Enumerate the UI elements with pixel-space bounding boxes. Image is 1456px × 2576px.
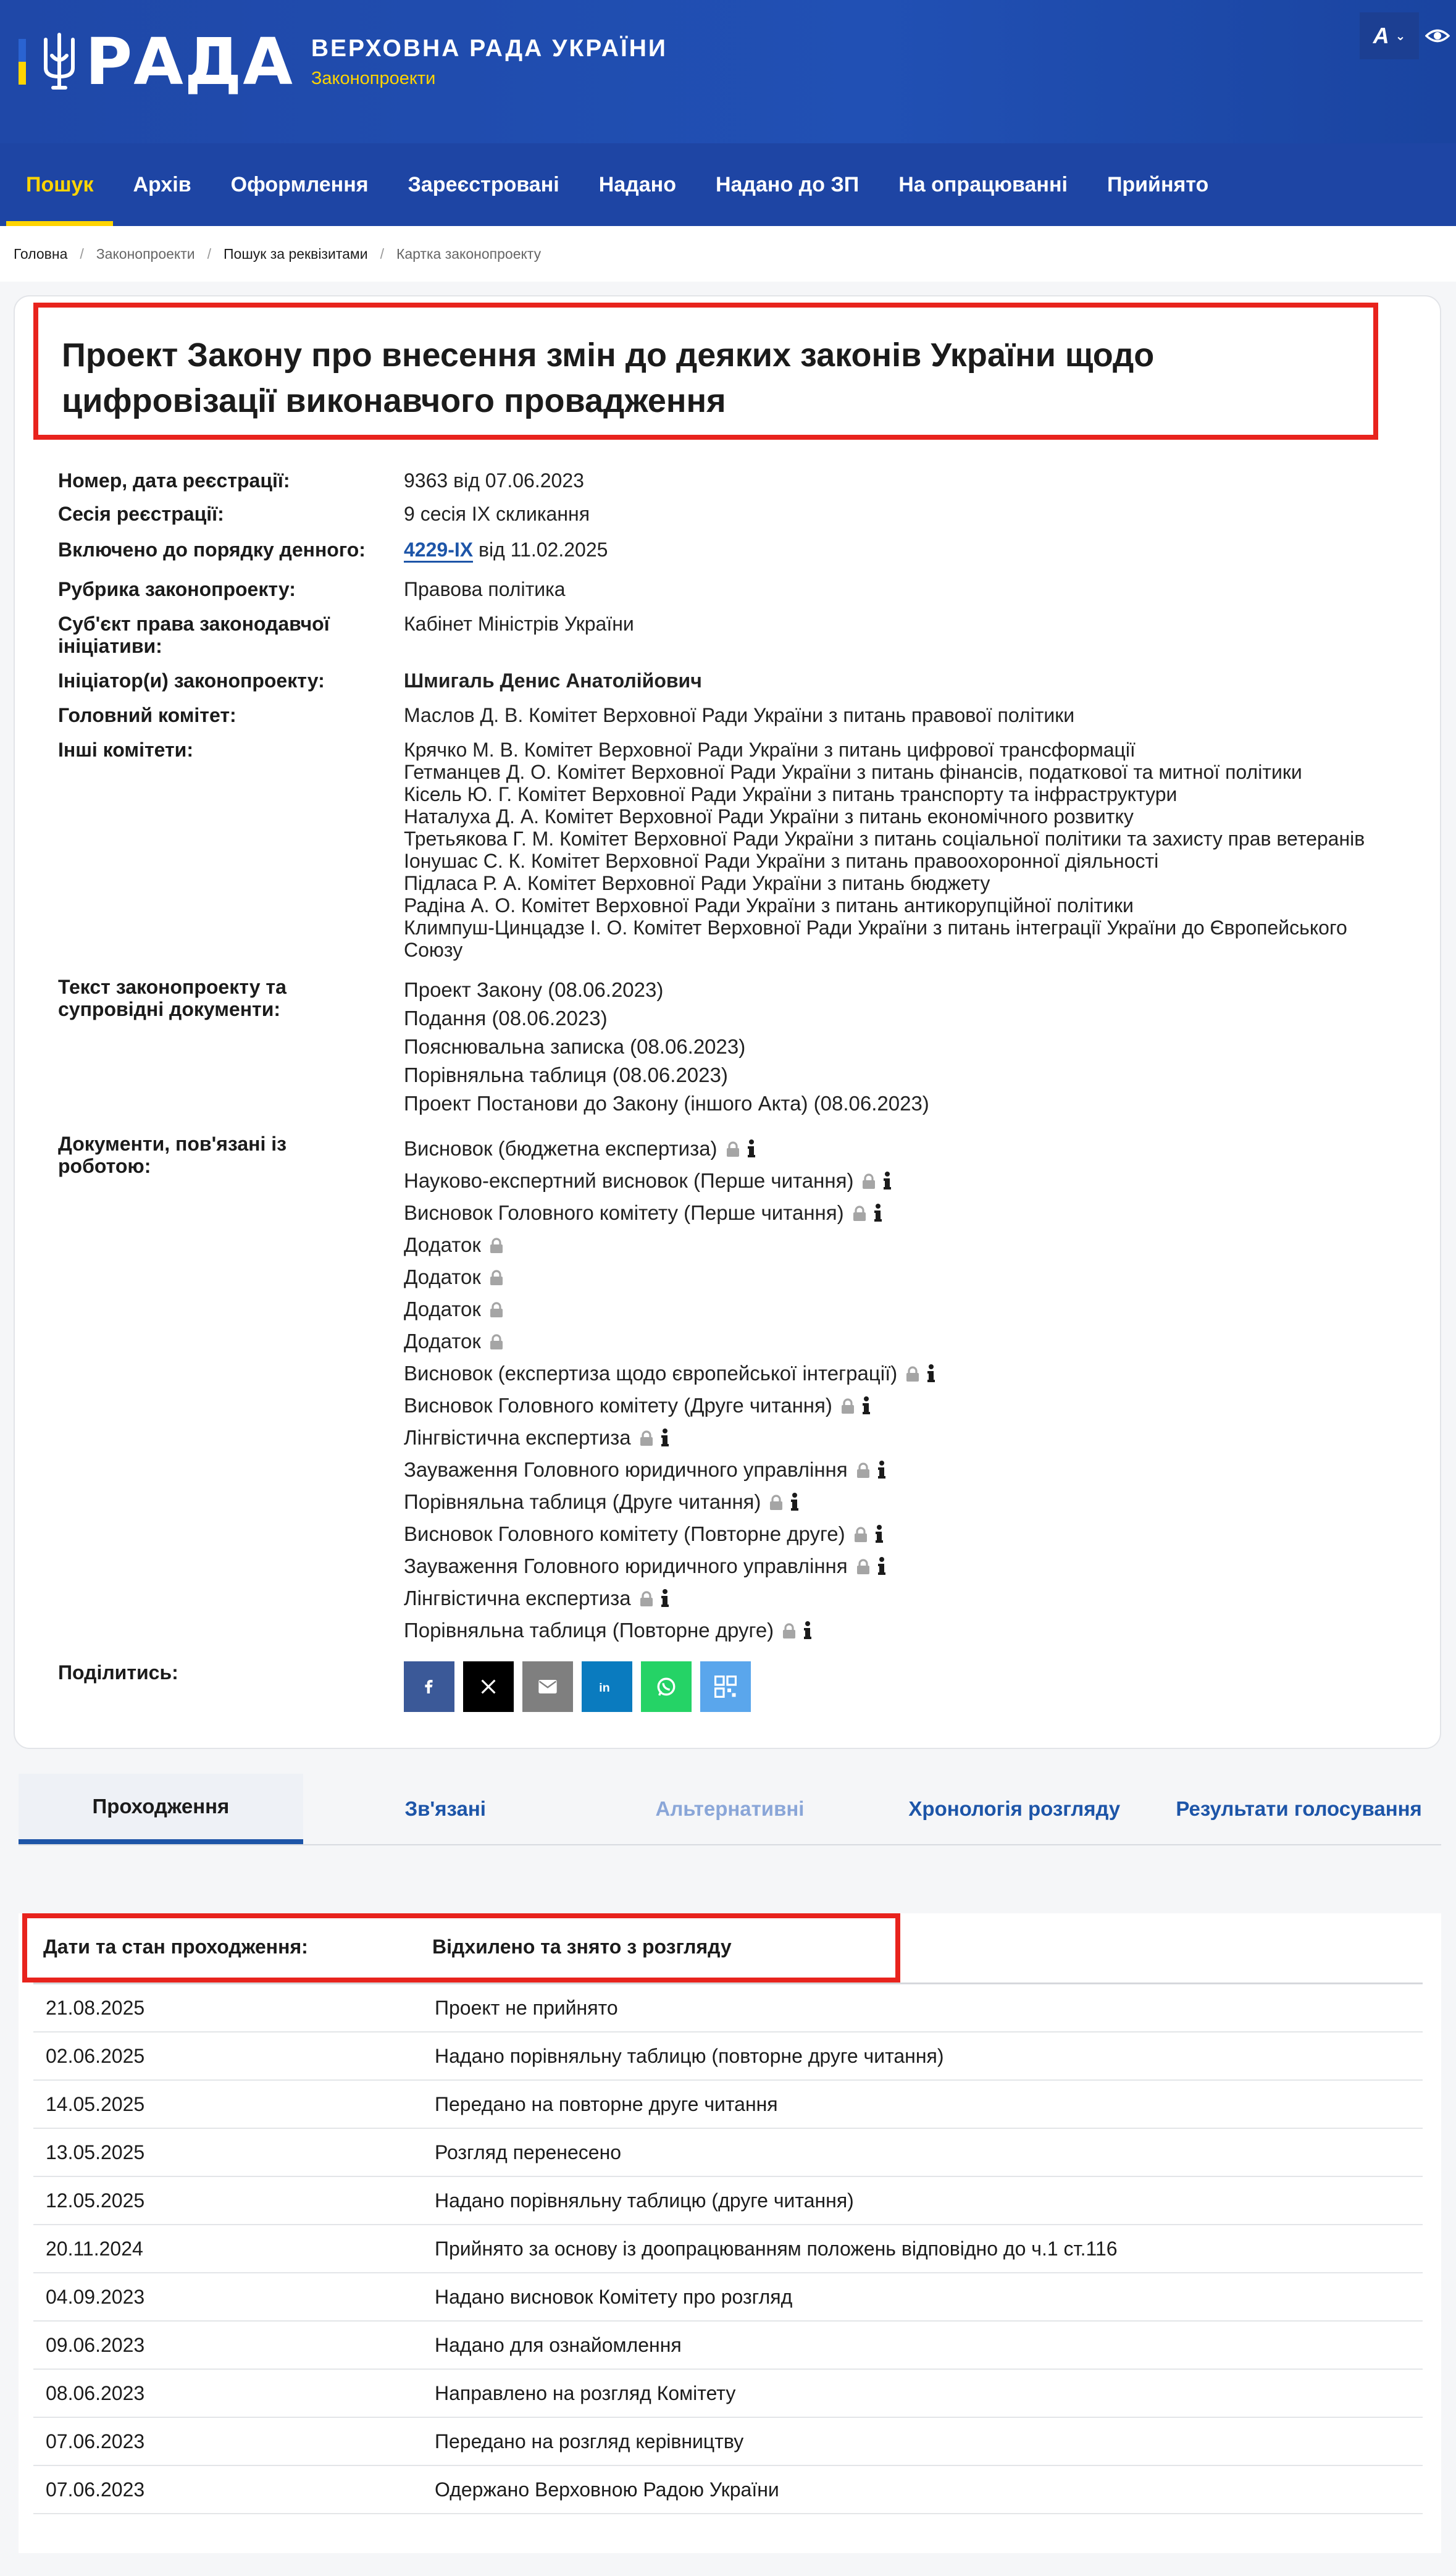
whatsapp-icon: [656, 1676, 677, 1697]
related-doc-label: Науково-експертний висновок (Перше читання): [404, 1169, 854, 1192]
nav-item-adopted[interactable]: Прийнято: [1107, 172, 1209, 196]
info-icon[interactable]: [872, 1203, 884, 1223]
history-date: 07.06.2023: [46, 2430, 145, 2452]
x-icon: [480, 1679, 496, 1695]
committee-item: Підласа Р. А. Комітет Верховної Ради України з питань бюджету: [404, 872, 990, 894]
lock-icon: [768, 1495, 784, 1511]
text-doc-link[interactable]: Проект Закону (08.06.2023): [404, 978, 664, 1001]
lock-icon: [488, 1302, 504, 1318]
logo-text: РАДА: [85, 24, 294, 99]
related-doc-item[interactable]: [404, 1357, 1404, 1390]
tab-progress[interactable]: Проходження: [19, 1774, 303, 1844]
email-icon: [538, 1680, 557, 1693]
committee-item: Климпуш-Цинцадзе І. О. Комітет Верховної Ради України з питань інтеграції України до Європейського: [404, 917, 1347, 939]
history-row: [33, 2418, 1423, 2466]
related-doc-label: Висновок Головного комітету (Перше читання): [404, 1201, 844, 1224]
share-linkedin-button[interactable]: [582, 1661, 632, 1712]
field-agenda: [58, 539, 1404, 561]
share-qr-button[interactable]: [700, 1661, 751, 1712]
field-value: [404, 539, 1404, 561]
related-doc-label: Лінгвістична експертиза: [404, 1426, 631, 1449]
field-label: Головний комітет:: [58, 704, 236, 726]
history-row: [33, 2273, 1423, 2322]
main-nav: [0, 143, 1456, 226]
field-value: Кабінет Міністрів України: [404, 613, 634, 635]
committee-item: Радіна А. О. Комітет Верховної Ради України з питань антикорупційної політики: [404, 894, 1134, 917]
field-initiator: [58, 669, 1404, 692]
site-title-block: [311, 35, 667, 89]
qr-icon: [714, 1676, 737, 1698]
bill-tabs: [19, 1774, 1441, 1845]
eye-icon: [1425, 28, 1450, 44]
info-icon[interactable]: [876, 1460, 887, 1480]
breadcrumb-separator: /: [380, 245, 384, 262]
trident-icon: [40, 31, 79, 93]
bill-card: [14, 295, 1441, 1749]
field-subject: [58, 613, 1404, 657]
field-related-docs: [58, 1133, 1404, 1647]
breadcrumb-separator: /: [80, 245, 84, 262]
lock-icon: [488, 1334, 504, 1350]
text-doc-link[interactable]: Пояснювальна записка (08.06.2023): [404, 1035, 746, 1058]
nav-item-processing[interactable]: На опрацюванні: [898, 172, 1068, 196]
font-size-label: A: [1373, 23, 1389, 48]
lock-icon: [781, 1623, 797, 1639]
info-icon[interactable]: [882, 1171, 893, 1191]
history-row: [33, 2033, 1423, 2081]
related-doc-label: Додаток: [404, 1298, 481, 1320]
bill-title-highlight: [33, 303, 1378, 440]
accessibility-button[interactable]: [1419, 12, 1456, 59]
history-status: Надано висновок Комітету про розгляд: [435, 2285, 793, 2308]
text-doc-link[interactable]: Подання (08.06.2023): [404, 1007, 608, 1030]
field-label: Поділитись:: [58, 1661, 178, 1684]
chevron-down-icon: ⌄: [1395, 29, 1406, 43]
history-date: 09.06.2023: [46, 2333, 145, 2356]
related-doc-item[interactable]: [404, 1325, 1404, 1357]
field-label: Суб'єкт права законодавчої ініціативи:: [58, 613, 330, 657]
history-status: Надано порівняльну таблицю (повторне друге читання): [435, 2044, 944, 2067]
committee-item: Гетманцев Д. О. Комітет Верховної Ради України з питань фінансів, податкової та митної політики: [404, 761, 1302, 783]
history-table: [33, 1982, 1423, 2514]
info-icon[interactable]: [861, 1396, 872, 1416]
breadcrumb-bills[interactable]: Законопроекти: [96, 245, 195, 262]
header-tools: [1360, 12, 1456, 59]
history-header-label: Дати та стан проходження:: [43, 1936, 308, 1958]
history-status: Передано на розгляд керівництву: [435, 2430, 744, 2452]
history-status: Направлено на розгляд Комітету: [435, 2381, 736, 2404]
history-date: 02.06.2025: [46, 2044, 145, 2067]
breadcrumb: [0, 226, 1456, 282]
lock-icon: [638, 1430, 655, 1446]
history-row: [33, 2225, 1423, 2273]
related-doc-item[interactable]: [404, 1229, 1404, 1261]
related-doc-item[interactable]: [404, 1550, 1404, 1582]
history-row: [33, 2177, 1423, 2225]
related-doc-label: Додаток: [404, 1265, 481, 1288]
history-header: [43, 1936, 732, 1958]
field-value: Шмигаль Денис Анатолійович: [404, 669, 702, 692]
field-number: [58, 469, 1404, 492]
field-label: Документи, пов'язані із роботою:: [58, 1133, 287, 1177]
related-doc-label: Висновок (бюджетна експертиза): [404, 1137, 718, 1160]
nav-item-drafting[interactable]: Оформлення: [230, 172, 369, 196]
lock-icon: [488, 1270, 504, 1286]
related-doc-item[interactable]: [404, 1390, 1404, 1422]
field-value: 9363 від 07.06.2023: [404, 469, 584, 492]
history-status: Прийнято за основу із доопрацюванням положень відповідно до ч.1 ст.116: [435, 2237, 1118, 2260]
committee-item: Іонушас С. К. Комітет Верховної Ради України з питань правоохоронної діяльності: [404, 850, 1159, 872]
lock-icon: [488, 1238, 504, 1254]
history-date: 07.06.2023: [46, 2478, 145, 2501]
info-icon[interactable]: [659, 1428, 671, 1448]
breadcrumb-home[interactable]: Головна: [14, 245, 68, 262]
tab-related[interactable]: Зв'язані: [404, 1797, 486, 1820]
field-value: Маслов Д. В. Комітет Верховної Ради України з питань правової політики: [404, 704, 1075, 726]
history-date: 14.05.2025: [46, 2092, 145, 2115]
history-row: [33, 2322, 1423, 2370]
info-icon[interactable]: [802, 1621, 813, 1640]
field-value: Правова політика: [404, 578, 566, 600]
committee-item: Наталуха Д. А. Комітет Верховної Ради України з питань економічного розвитку: [404, 805, 1134, 828]
tab-chronology[interactable]: Хронологія розгляду: [908, 1797, 1121, 1820]
texts-list: [404, 976, 1404, 1118]
nav-item-provided-zp[interactable]: Надано до ЗП: [715, 172, 860, 196]
field-share: [58, 1661, 751, 1712]
related-doc-item[interactable]: [404, 1133, 1404, 1165]
related-doc-label: Додаток: [404, 1233, 481, 1256]
text-doc-link[interactable]: Порівняльна таблиця (08.06.2023): [404, 1064, 728, 1086]
lock-icon: [853, 1527, 869, 1543]
committee-item: Союзу: [404, 939, 463, 961]
history-status: Розгляд перенесено: [435, 2141, 622, 2163]
related-doc-item[interactable]: [404, 1454, 1404, 1486]
related-doc-label: Лінгвістична експертиза: [404, 1587, 631, 1609]
field-rubric: [58, 578, 1404, 600]
field-label: Сесія реєстрації:: [58, 503, 224, 525]
history-date: 13.05.2025: [46, 2141, 145, 2163]
field-label: Інші комітети:: [58, 739, 193, 761]
breadcrumb-search[interactable]: Пошук за реквізитами: [224, 245, 368, 262]
font-size-button[interactable]: [1360, 12, 1419, 59]
history-status: Проект не прийнято: [435, 1996, 618, 2019]
history-date: 04.09.2023: [46, 2285, 145, 2308]
history-date: 21.08.2025: [46, 1996, 145, 2019]
field-texts: [58, 976, 1404, 1118]
nav-item-search[interactable]: Пошук: [6, 143, 113, 226]
site-title: ВЕРХОВНА РАДА УКРАЇНИ: [311, 35, 667, 62]
related-doc-item[interactable]: [404, 1582, 1404, 1614]
nav-item-provided[interactable]: Надано: [598, 172, 676, 196]
share-x-button[interactable]: [463, 1661, 514, 1712]
related-doc-item[interactable]: [404, 1293, 1404, 1325]
history-row: [33, 1984, 1423, 2033]
agenda-date: від 11.02.2025: [478, 539, 608, 561]
info-icon[interactable]: [789, 1492, 800, 1512]
related-doc-item[interactable]: [404, 1486, 1404, 1518]
related-doc-item[interactable]: [404, 1165, 1404, 1197]
breadcrumb-separator: /: [207, 245, 211, 262]
share-whatsapp-button[interactable]: [641, 1661, 692, 1712]
related-doc-label: Порівняльна таблиця (Повторне друге): [404, 1619, 774, 1642]
lock-icon: [905, 1366, 921, 1382]
info-icon[interactable]: [659, 1588, 671, 1608]
lock-icon: [861, 1173, 877, 1189]
related-doc-label: Зауваження Головного юридичного управління: [404, 1458, 848, 1481]
field-value: 9 сесія IX скликання: [404, 503, 590, 525]
flag-stripe: [19, 39, 26, 85]
history-date: 12.05.2025: [46, 2189, 145, 2212]
breadcrumb-current: Картка законопроекту: [396, 245, 542, 262]
lock-icon: [725, 1141, 741, 1157]
tab-voting-results[interactable]: Результати голосування: [1176, 1797, 1422, 1820]
lock-icon: [855, 1559, 871, 1575]
info-icon[interactable]: [926, 1364, 937, 1383]
history-row: [33, 2081, 1423, 2129]
related-doc-label: Додаток: [404, 1330, 481, 1353]
site-logo[interactable]: [19, 24, 667, 99]
nav-item-archive[interactable]: Архів: [133, 172, 191, 196]
svg-text:in: in: [599, 1681, 610, 1694]
related-doc-label: Висновок (експертиза щодо європейської інтеграції): [404, 1362, 898, 1385]
site-header: [0, 0, 1456, 143]
field-session: [58, 503, 1404, 525]
linkedin-icon: [598, 1679, 616, 1694]
facebook-icon: [422, 1680, 436, 1693]
related-doc-label: Висновок Головного комітету (Повторне друге): [404, 1522, 845, 1545]
related-doc-item[interactable]: [404, 1614, 1404, 1647]
history-row: [33, 2466, 1423, 2514]
progress-history: [19, 1913, 1441, 2553]
history-status: Передано на повторне друге читання: [435, 2092, 778, 2115]
agenda-link[interactable]: 4229-IX: [404, 539, 473, 563]
committee-item: Третьякова Г. М. Комітет Верховної Ради України з питань соціальної політики та захисту прав ветеранів: [404, 828, 1365, 850]
field-label: Ініціатор(и) законопроекту:: [58, 669, 325, 692]
field-other-committees: [58, 739, 1404, 961]
history-status: Надано для ознайомлення: [435, 2333, 682, 2356]
lock-icon: [638, 1591, 655, 1607]
field-label: Включено до порядку денного:: [58, 539, 366, 561]
related-doc-item[interactable]: [404, 1518, 1404, 1550]
history-status: Одержано Верховною Радою України: [435, 2478, 779, 2501]
nav-item-registered[interactable]: Зареєстровані: [408, 172, 559, 196]
info-icon[interactable]: [876, 1556, 887, 1576]
committee-item: Кісель Ю. Г. Комітет Верховної Ради України з питань транспорту та інфраструктури: [404, 783, 1178, 805]
history-date: 08.06.2023: [46, 2381, 145, 2404]
info-icon[interactable]: [874, 1524, 885, 1544]
history-status: Надано порівняльну таблицю (друге читання): [435, 2189, 854, 2212]
field-label: Рубрика законопроекту:: [58, 578, 296, 600]
share-facebook-button[interactable]: [404, 1661, 454, 1712]
tab-alternative[interactable]: Альтернативні: [655, 1797, 805, 1820]
text-doc-link[interactable]: Проект Постанови до Закону (іншого Акта) (08.06.2023): [404, 1092, 929, 1115]
committee-list: [404, 739, 1404, 961]
related-doc-label: Висновок Головного комітету (Друге читання): [404, 1394, 832, 1417]
lock-icon: [840, 1398, 856, 1414]
related-doc-item[interactable]: [404, 1261, 1404, 1293]
info-icon[interactable]: [746, 1139, 757, 1159]
lock-icon: [855, 1462, 871, 1479]
share-buttons: [404, 1661, 751, 1712]
field-label: Текст законопроекту та супровідні документи:: [58, 976, 287, 1020]
related-doc-item[interactable]: [404, 1422, 1404, 1454]
related-doc-label: Порівняльна таблиця (Друге читання): [404, 1490, 761, 1513]
committee-item: Крячко М. В. Комітет Верховної Ради України з питань цифрової трансформації: [404, 739, 1136, 761]
share-email-button[interactable]: [522, 1661, 573, 1712]
bill-title: Проект Закону про внесення змін до деяких законів України щодо цифровізації виконавчого провадження: [62, 337, 1155, 419]
field-label: Номер, дата реєстрації:: [58, 469, 290, 492]
history-row: [33, 2129, 1423, 2177]
related-docs-list: [404, 1133, 1404, 1647]
history-date: 20.11.2024: [46, 2237, 143, 2260]
lock-icon: [851, 1206, 868, 1222]
related-doc-label: Зауваження Головного юридичного управління: [404, 1554, 848, 1577]
related-doc-item[interactable]: [404, 1197, 1404, 1229]
field-main-committee: [58, 704, 1404, 726]
history-row: [33, 2370, 1423, 2418]
site-subtitle[interactable]: Законопроекти: [311, 68, 436, 88]
history-current-status: Відхилено та знято з розгляду: [432, 1936, 732, 1958]
